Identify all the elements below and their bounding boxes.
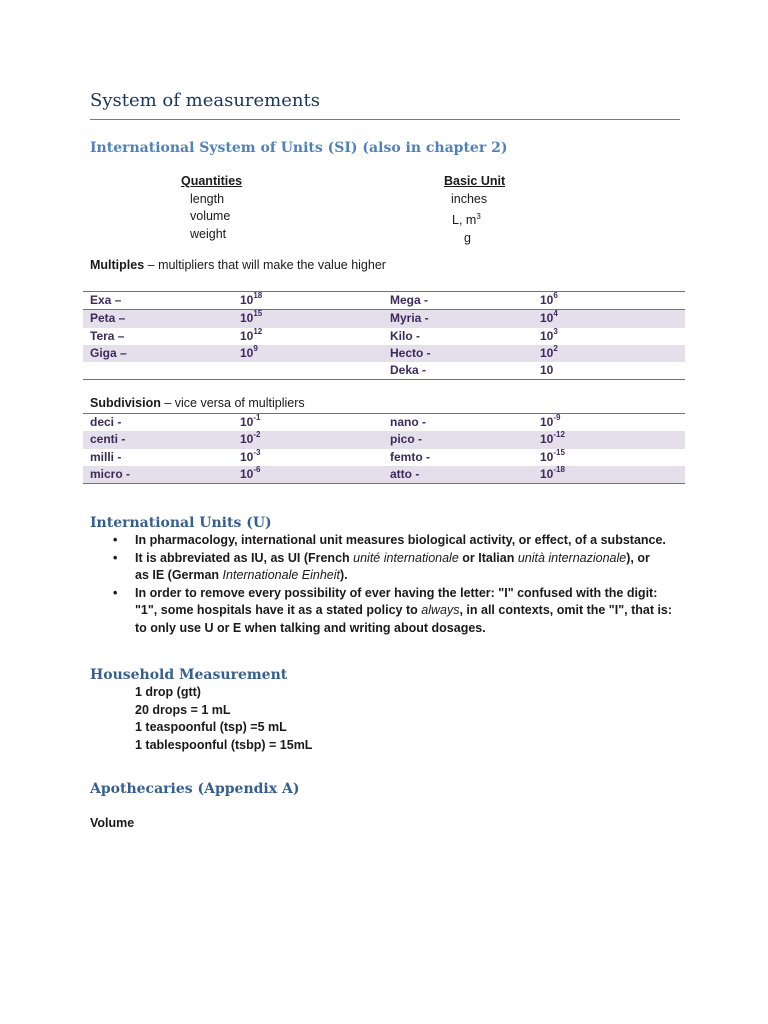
- power-cell: $10^9$: [233, 345, 383, 362]
- basic-unit-header: Basic Unit: [444, 174, 506, 188]
- table-row: [83, 466, 685, 484]
- power-cell: $10^{15}$: [233, 310, 383, 328]
- table-row: [83, 292, 685, 310]
- prefix-cell: deci -: [90, 415, 122, 429]
- prefix-cell: centi -: [83, 431, 233, 448]
- prefix-cell: micro -: [83, 466, 233, 484]
- list-item: • In order to remove every possibility of ever having the letter: "I" confused with the digit: "1", some hospitals have it as a stated policy to always, in all contexts, omit the "I", that is: to only use U or E when talking and writing about dosages.: [113, 585, 673, 635]
- volume-label: Volume: [90, 816, 135, 830]
- quantities-column: [181, 173, 242, 243]
- prefix-cell: milli -: [90, 449, 122, 464]
- quantities-header: Quantities: [181, 174, 243, 188]
- prefix-cell: femto -: [390, 449, 430, 464]
- power-cell: $10^4$: [533, 310, 685, 328]
- table-row: [83, 431, 685, 448]
- table-row: [83, 328, 685, 345]
- title-divider: [90, 119, 680, 120]
- iu-heading: International Units (U): [90, 515, 272, 531]
- power-cell: $10^{-18}$: [533, 466, 685, 484]
- power-cell: [233, 362, 383, 380]
- prefix-cell: pico -: [383, 431, 533, 448]
- quantity-volume: volume: [190, 209, 231, 223]
- power-cell: $10^{-15}$: [540, 447, 565, 464]
- list-item: • It is abbreviated as IU, as UI (French unité internationale or Italian unità internazionale), or as IE (German Internationale Einheit).: [113, 550, 650, 582]
- multiples-label-rest: – multipliers that will make the value higher: [144, 258, 386, 272]
- prefix-cell: [83, 362, 233, 380]
- household-heading: Household Measurement: [90, 667, 288, 683]
- bullet-icon: •: [113, 550, 118, 565]
- page-title: System of measurements: [90, 90, 320, 111]
- unit-length: inches: [451, 191, 488, 206]
- apothecaries-heading: Apothecaries (Appendix A): [90, 781, 300, 797]
- si-heading: International System of Units (SI) (also in chapter 2): [90, 140, 508, 156]
- power-cell: $10^{-12}$: [533, 431, 685, 448]
- prefix-cell: Giga –: [83, 345, 233, 362]
- power-cell: $10^{-1}$: [240, 413, 261, 429]
- subdivision-table: [83, 413, 685, 484]
- prefix-cell: Peta –: [83, 310, 233, 328]
- unit-volume-sup: 3: [476, 212, 481, 221]
- household-line: 1 tablespoonful (tsbp) = 15mL: [135, 737, 313, 752]
- table-row: [83, 345, 685, 362]
- bullet-icon: •: [113, 533, 118, 547]
- subdivision-label-bold: Subdivision: [90, 396, 161, 410]
- unit-weight: g: [464, 230, 471, 245]
- prefix-cell: nano -: [390, 415, 426, 429]
- power-cell: 10: [540, 363, 554, 378]
- prefix-cell: Tera –: [90, 328, 125, 343]
- quantity-weight: weight: [190, 226, 227, 241]
- unit-volume-text: L, m: [452, 213, 477, 228]
- subdivision-label-rest: – vice versa of multipliers: [160, 396, 305, 410]
- table-row: [83, 414, 685, 432]
- prefix-cell: Mega -: [383, 292, 533, 310]
- household-line: 1 teaspoonful (tsp) =5 mL: [135, 720, 287, 734]
- multiples-label-bold: Multiples: [90, 258, 145, 272]
- prefix-cell: Myria -: [383, 310, 533, 328]
- prefix-cell: Kilo -: [390, 328, 420, 343]
- prefix-cell: Hecto -: [383, 345, 533, 362]
- basic-unit-column: [444, 173, 505, 247]
- prefix-cell: atto -: [383, 466, 533, 484]
- iu-bullet-list: [108, 532, 678, 637]
- multiples-label: [90, 257, 386, 275]
- power-cell: $10^{-3}$: [240, 447, 261, 464]
- subdivision-label: [90, 395, 305, 413]
- power-cell: $10^{-2}$: [233, 431, 383, 448]
- table-row: [83, 362, 685, 380]
- power-cell: $10^{18}$: [233, 292, 383, 310]
- prefix-cell: Deka -: [390, 363, 427, 378]
- quantity-length: length: [190, 191, 225, 206]
- power-cell: $10^{12}$: [240, 326, 263, 343]
- power-cell: $10^{-6}$: [233, 466, 383, 484]
- bullet-icon: •: [113, 585, 118, 600]
- household-line: 20 drops = 1 mL: [135, 702, 231, 717]
- power-cell: $10^6$: [533, 292, 685, 310]
- household-lines: [135, 684, 312, 754]
- prefix-cell: Exa –: [83, 292, 233, 310]
- multiples-table: [83, 291, 685, 380]
- power-cell: $10^{-9}$: [540, 413, 561, 429]
- table-row: [83, 310, 685, 328]
- household-line: 1 drop (gtt): [135, 685, 201, 699]
- unit-volume: [444, 208, 505, 230]
- power-cell: $10^2$: [533, 345, 685, 362]
- table-row: [83, 449, 685, 466]
- power-cell: $10^3$: [540, 326, 558, 343]
- list-item: • In pharmacology, international unit measures biological activity, or effect, of a substance.: [108, 532, 678, 550]
